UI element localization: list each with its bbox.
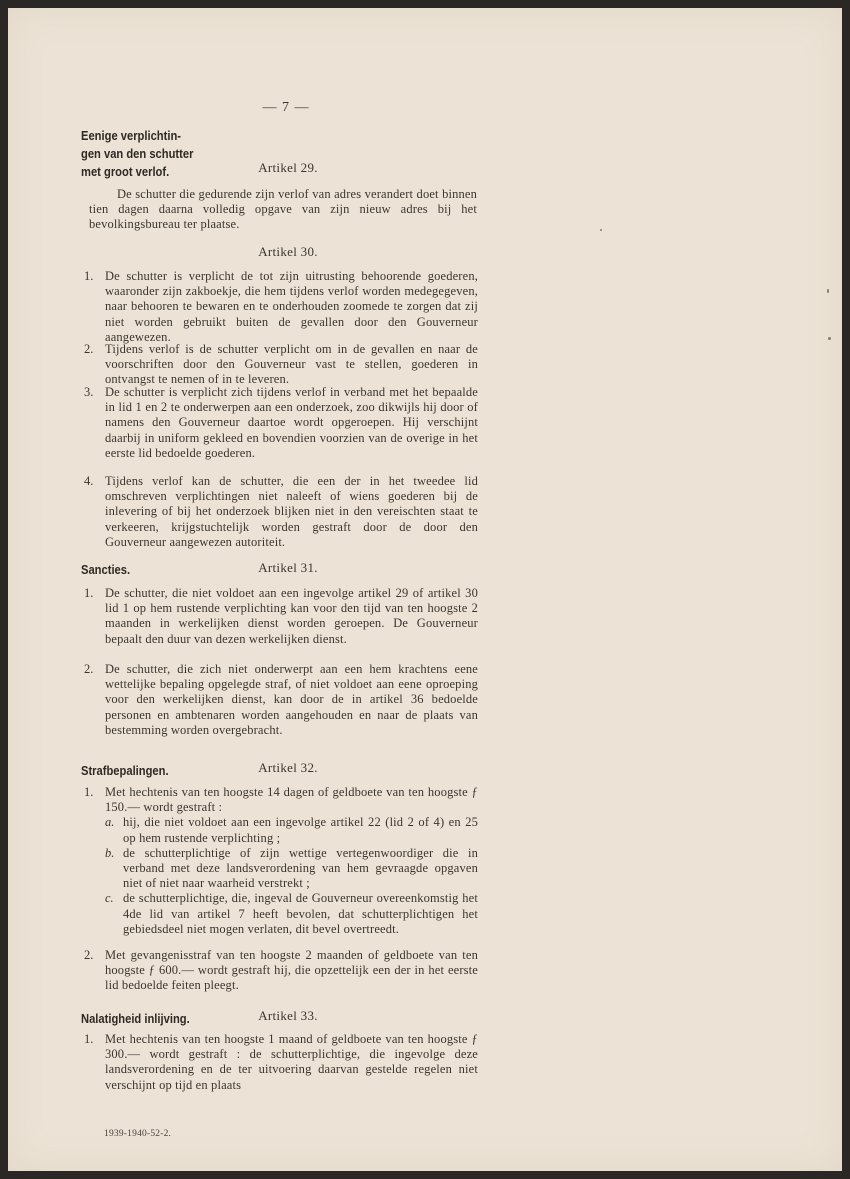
subitem-a xyxy=(105,815,478,845)
article-30-item-2 xyxy=(84,342,478,388)
margin-heading-strafbepalingen: Strafbepalingen. xyxy=(81,763,169,778)
print-code-footer: 1939-1940-52-2. xyxy=(104,1129,172,1139)
item-number: 1. xyxy=(84,269,94,283)
item-number: 4. xyxy=(84,474,94,488)
item-text: Tijdens verlof kan de schutter, die een der in het tweedee lid omschreven verplichtingen niet naleeft of wiens goederen bij de inlevering of bij het onderzoek blijken niet in den vereischten staat te verkeeren, krijgstuchtelijk worden gestraft door de door den Gouverneur aangewezen autoriteit. xyxy=(105,474,478,549)
document-page xyxy=(8,8,842,1171)
margin-heading-line: Eenige verplichtin- xyxy=(81,128,182,143)
item-text: Met hechtenis van ten hoogste 1 maand of geldboete van ten hoogste ƒ 300.— wordt gestraft : de schutterplichtige, die ingevolge deze landsverordening en de ter uitvoering daarvan gestelde regelen niet verschijnt op tijd en plaats xyxy=(105,1032,478,1092)
article-29-text: De schutter die gedurende zijn verlof van adres verandert doet binnen tien dagen daarna volledig opgave van zijn nieuw adres bij het bevolkingsbureau ter plaatse. xyxy=(89,187,477,232)
item-number: 2. xyxy=(84,342,94,356)
item-number: 1. xyxy=(84,1032,94,1046)
article-33-heading: Artikel 33. xyxy=(258,1008,318,1023)
item-number: 2. xyxy=(84,948,94,962)
article-32-item-1 xyxy=(84,785,478,937)
subitem-text: hij, die niet voldoet aan een ingevolge artikel 22 (lid 2 of 4) en 25 op hem rustende verplichting ; xyxy=(123,815,478,845)
page-number: — 7 — xyxy=(262,100,310,115)
margin-heading-line: met groot verlof. xyxy=(81,164,170,179)
paper-speck xyxy=(827,289,829,293)
article-32-heading: Artikel 32. xyxy=(258,760,318,775)
margin-heading-sancties: Sancties. xyxy=(81,562,131,577)
article-33-item-1 xyxy=(84,1032,478,1093)
article-31-item-2 xyxy=(84,662,478,738)
item-text: De schutter is verplicht zich tijdens verlof in verband met het bepaalde in lid 1 en 2 te onderwerpen aan een onderzoek, zoo dikwijls hij door of namens den Gouverneur daartoe wordt opgeroepen. Hij verschijnt daarbij in uniform gekleed en bovendien voorzien van de overige in het eerste lid bedoelde goederen. xyxy=(105,385,478,460)
subitem-c xyxy=(105,891,478,937)
item-number: 1. xyxy=(84,785,94,799)
subitem-text: de schutterplichtige, die, ingeval de Gouverneur overeenkomstig het 4de lid van artikel 7 heeft bevolen, dat schutterplichtigen het gebiedsdeel niet mogen verlaten, dit bevel overtreedt. xyxy=(123,891,478,936)
item-text: Met hechtenis van ten hoogste 14 dagen of geldboete van ten hoogste ƒ 150.— wordt gestraft : xyxy=(105,785,478,815)
margin-heading-line: gen van den schutter xyxy=(81,146,194,161)
article-31-heading: Artikel 31. xyxy=(258,560,318,575)
item-text: De schutter is verplicht de tot zijn uitrusting behoorende goederen, waaronder zijn zakboekje, die hem tijdens verlof worden medegegeven, naar behooren te bewaren en te onderhouden zoomede te zorgen dat zij niet worden gebruikt buiten de gevallen door den Gouverneur aangewezen. xyxy=(105,269,478,344)
article-30-item-3 xyxy=(84,385,478,461)
paper-speck xyxy=(600,229,602,231)
article-30-item-1 xyxy=(84,269,478,345)
article-31-item-1 xyxy=(84,586,478,647)
item-number: 2. xyxy=(84,662,94,676)
subitem-letter: a. xyxy=(105,815,115,830)
item-text: De schutter, die zich niet onderwerpt aan een hem krachtens eene wettelijke bepaling opgelegde straf, of niet voldoet aan eene oproeping voor den werkelijken dienst, kan door de in artikel 36 bedoelde personen en ambtenaren worden aangehouden en naar de plaats van bestemming worden overgebracht. xyxy=(105,662,478,737)
subitem-b xyxy=(105,846,478,892)
item-number: 1. xyxy=(84,586,94,600)
margin-heading-verplichtingen xyxy=(81,127,193,181)
subitem-letter: b. xyxy=(105,845,115,860)
item-text: De schutter, die niet voldoet aan een ingevolge artikel 29 of artikel 30 lid 1 op hem rustende verplichting kan voor den tijd van ten hoogste 2 maanden in werkelijken dienst worden geroepen. De Gouverneur bepaalt den duur van dezen werkelijken dienst. xyxy=(105,586,478,646)
margin-heading-nalatigheid: Nalatigheid inlijving. xyxy=(81,1011,190,1026)
subitem-letter: c. xyxy=(105,891,114,906)
item-text: Tijdens verlof is de schutter verplicht om in de gevallen en naar de voorschriften door den Gouverneur vast te stellen, goederen in ontvangst te nemen of in te leveren. xyxy=(105,342,478,387)
article-32-item-2 xyxy=(84,948,478,994)
article-30-heading: Artikel 30. xyxy=(258,244,318,259)
subitem-text: de schutterplichtige of zijn wettige vertegenwoordiger die in verband met deze landsverordening van hem gevraagde opgaven niet of niet naar waarheid verstrekt ; xyxy=(123,845,478,891)
paper-speck xyxy=(828,337,831,340)
article-29-heading: Artikel 29. xyxy=(258,160,318,175)
item-number: 3. xyxy=(84,385,94,399)
article-30-item-4 xyxy=(84,474,478,550)
item-text: Met gevangenisstraf van ten hoogste 2 maanden of geldboete van ten hoogste ƒ 600.— wordt gestraft hij, die opzettelijk een der in het eerste lid bedoelde feiten pleegt. xyxy=(105,948,478,993)
